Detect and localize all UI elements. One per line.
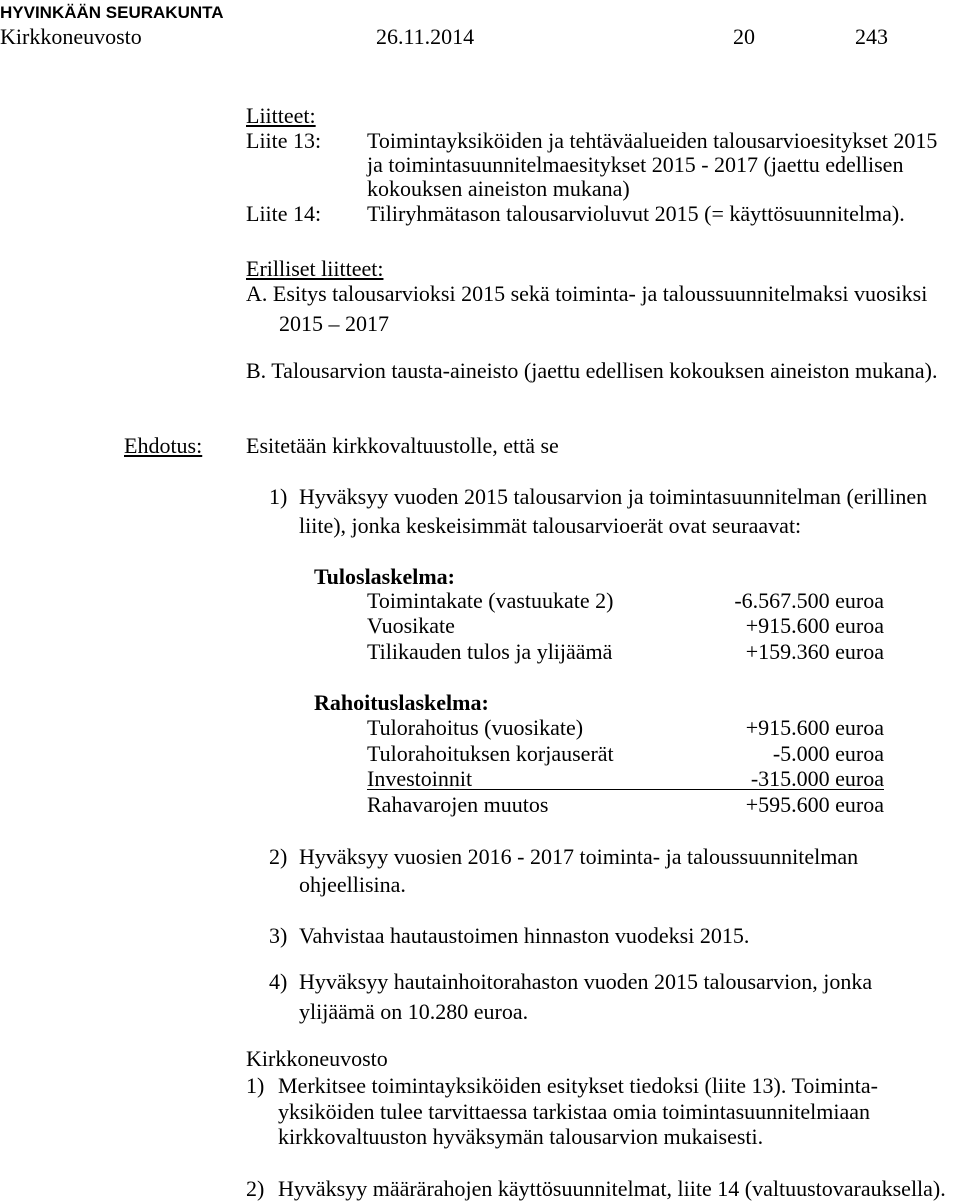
table-row: [367, 742, 884, 766]
decision-item-number: 2): [246, 1176, 265, 1201]
header-body-name: Kirkkoneuvosto: [0, 24, 142, 49]
row-label: Investoinnit: [367, 766, 473, 791]
decision-label: Kirkkoneuvosto: [246, 1046, 388, 1071]
separate-attachments-heading: Erilliset liitteet:: [246, 256, 384, 281]
row-label: Tulorahoituksen korjauserät: [367, 741, 614, 766]
decision-item-line: Hyväksyy määrärahojen käyttösuunnitelmat, liite 14 (valtuustovarauksella).: [278, 1176, 946, 1201]
row-amount: -315.000 euroa: [750, 766, 884, 791]
proposal-item-line: Hyväksyy hautainhoitorahaston vuoden 2015 talousarvion, jonka: [299, 969, 873, 994]
row-amount: +915.600 euroa: [745, 613, 884, 638]
attachment-text-line: Tiliryhmätason talousarvioluvut 2015 (= käyttösuunnitelma).: [367, 201, 905, 226]
table-row-total: [367, 793, 884, 817]
table-row: [367, 716, 884, 740]
row-label: Tulorahoitus (vuosikate): [367, 715, 584, 740]
attachment-text-line: kokouksen aineiston mukana): [367, 176, 630, 201]
decision-item-number: 1): [246, 1073, 265, 1098]
attachments-heading: Liitteet:: [246, 103, 316, 128]
header-section-number: 20: [733, 24, 755, 49]
proposal-label: Ehdotus:: [124, 433, 203, 458]
proposal-intro: Esitetään kirkkovaltuustolle, että se: [246, 433, 559, 458]
row-amount: -5.000 euroa: [772, 741, 884, 766]
row-label: Tilikauden tulos ja ylijäämä: [367, 639, 613, 664]
proposal-item-line: Hyväksyy vuoden 2015 talousarvion ja toimintasuunnitelman (erillinen: [299, 484, 928, 509]
table-row: [367, 589, 884, 613]
proposal-item-line: Vahvistaa hautaustoimen hinnaston vuodeksi 2015.: [299, 923, 750, 948]
row-label: Toimintakate (vastuukate 2): [367, 588, 614, 613]
decision-item-line: yksiköiden tulee tarvittaessa tarkistaa omia toimintasuunnitelmiaan: [278, 1099, 871, 1124]
proposal-item-number: 3): [269, 923, 288, 948]
row-amount: +159.360 euroa: [745, 639, 884, 664]
attachment-text-line: ja toimintasuunnitelmaesitykset 2015 - 2017 (jaettu edellisen: [367, 152, 904, 177]
header-date: 26.11.2014: [376, 24, 475, 49]
attachment-label: Liite 14:: [246, 201, 322, 226]
separate-attachment-line: B. Talousarvion tausta-aineisto (jaettu edellisen kokouksen aineiston mukana).: [246, 358, 938, 383]
decision-item-line: Merkitsee toimintayksiköiden esitykset tiedoksi (liite 13). Toiminta-: [278, 1073, 878, 1098]
attachment-label: Liite 13:: [246, 128, 322, 153]
table-row-underlined: [367, 768, 884, 790]
row-amount: +915.600 euroa: [745, 715, 884, 740]
proposal-item-line: liite), jonka keskeisimmät talousarvioerät ovat seuraavat:: [299, 513, 802, 538]
income-statement-heading: Tuloslaskelma:: [314, 564, 456, 589]
organization-name: HYVINKÄÄN SEURAKUNTA: [0, 3, 224, 22]
decision-item-line: kirkkovaltuuston hyväksymän talousarvion mukaisesti.: [278, 1124, 764, 1149]
separate-attachment-line: 2015 – 2017: [279, 311, 389, 336]
table-row: [367, 640, 884, 664]
financing-statement-heading: Rahoituslaskelma:: [314, 690, 489, 715]
proposal-item-number: 4): [269, 969, 288, 994]
proposal-item-line: ylijäämä on 10.280 euroa.: [299, 999, 529, 1024]
table-row: [367, 614, 884, 638]
proposal-item-line: ohjeellisina.: [299, 872, 406, 897]
attachment-text-line: Toimintayksiköiden ja tehtäväalueiden talousarvioesitykset 2015: [367, 128, 938, 153]
row-label: Rahavarojen muutos: [367, 792, 549, 817]
separate-attachment-line: A. Esitys talousarvioksi 2015 sekä toiminta- ja taloussuunnitelmaksi vuosiksi: [246, 281, 928, 306]
proposal-item-line: Hyväksyy vuosien 2016 - 2017 toiminta- ja taloussuunnitelman: [299, 844, 859, 869]
header-page-number: 243: [855, 24, 888, 49]
row-amount: +595.600 euroa: [745, 792, 884, 817]
proposal-item-number: 2): [269, 844, 288, 869]
row-label: Vuosikate: [367, 613, 455, 638]
row-amount: -6.567.500 euroa: [734, 588, 884, 613]
proposal-item-number: 1): [269, 484, 288, 509]
